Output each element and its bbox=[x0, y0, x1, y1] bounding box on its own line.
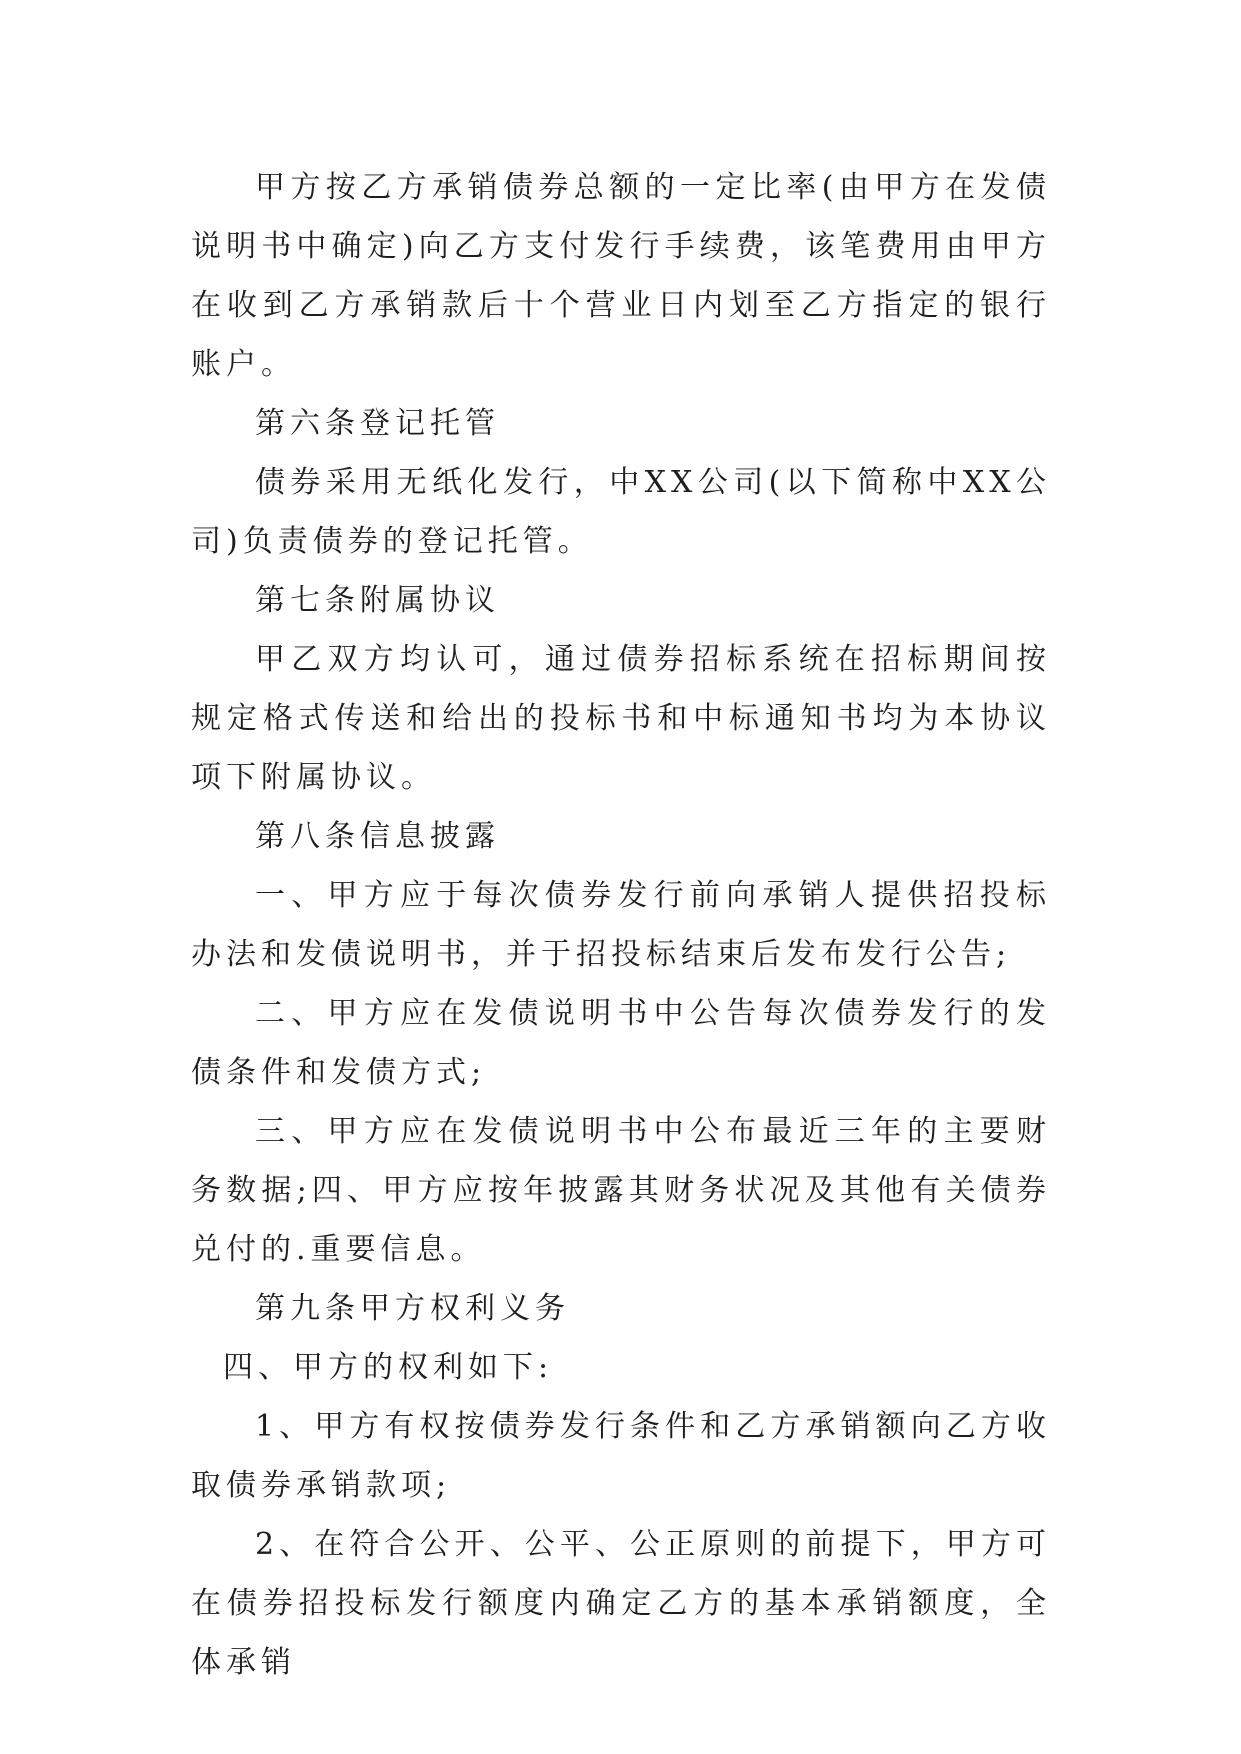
paragraph-custody: 债券采用无纸化发行，中XX公司(以下简称中XX公司)负责债券的登记托管。 bbox=[191, 465, 1051, 559]
paragraph-fee-payment: 甲方按乙方承销债券总额的一定比率(由甲方在发债说明书中确定)向乙方支付发行手续费，该笔费用由甲方在收到乙方承销款后十个营业日内划至乙方指定的银行账户。 bbox=[191, 170, 1051, 382]
heading-article-9: 第九条甲方权利义务 bbox=[255, 1291, 570, 1326]
heading-article-6: 第六条登记托管 bbox=[255, 406, 500, 441]
paragraph-disclosure-1: 一、甲方应于每次债券发行前向承销人提供招投标办法和发债说明书，并于招投标结束后发布发行公告; bbox=[191, 878, 1051, 972]
paragraph-disclosure-2: 二、甲方应在发债说明书中公告每次债券发行的发债条件和发债方式; bbox=[191, 996, 1051, 1090]
paragraph-disclosure-3: 三、甲方应在发债说明书中公布最近三年的主要财务数据;四、甲方应按年披露其财务状况及其他有关债券兑付的.重要信息。 bbox=[191, 1114, 1051, 1267]
heading-article-7: 第七条附属协议 bbox=[255, 583, 500, 618]
document-body bbox=[191, 158, 1051, 1692]
paragraph-supplementary: 甲乙双方均认可，通过债券招标系统在招标期间按规定格式传送和给出的投标书和中标通知书均为本协议项下附属协议。 bbox=[191, 642, 1051, 795]
paragraph-right-1: 1、甲方有权按债券发行条件和乙方承销额向乙方收取债券承销款项; bbox=[191, 1409, 1051, 1503]
heading-article-8: 第八条信息披露 bbox=[255, 819, 500, 854]
paragraph-right-2: 2、在符合公开、公平、公正原则的前提下，甲方可在债券招投标发行额度内确定乙方的基本承销额度，全体承销 bbox=[191, 1527, 1051, 1680]
paragraph-rights-heading: 四、甲方的权利如下: bbox=[223, 1350, 554, 1385]
